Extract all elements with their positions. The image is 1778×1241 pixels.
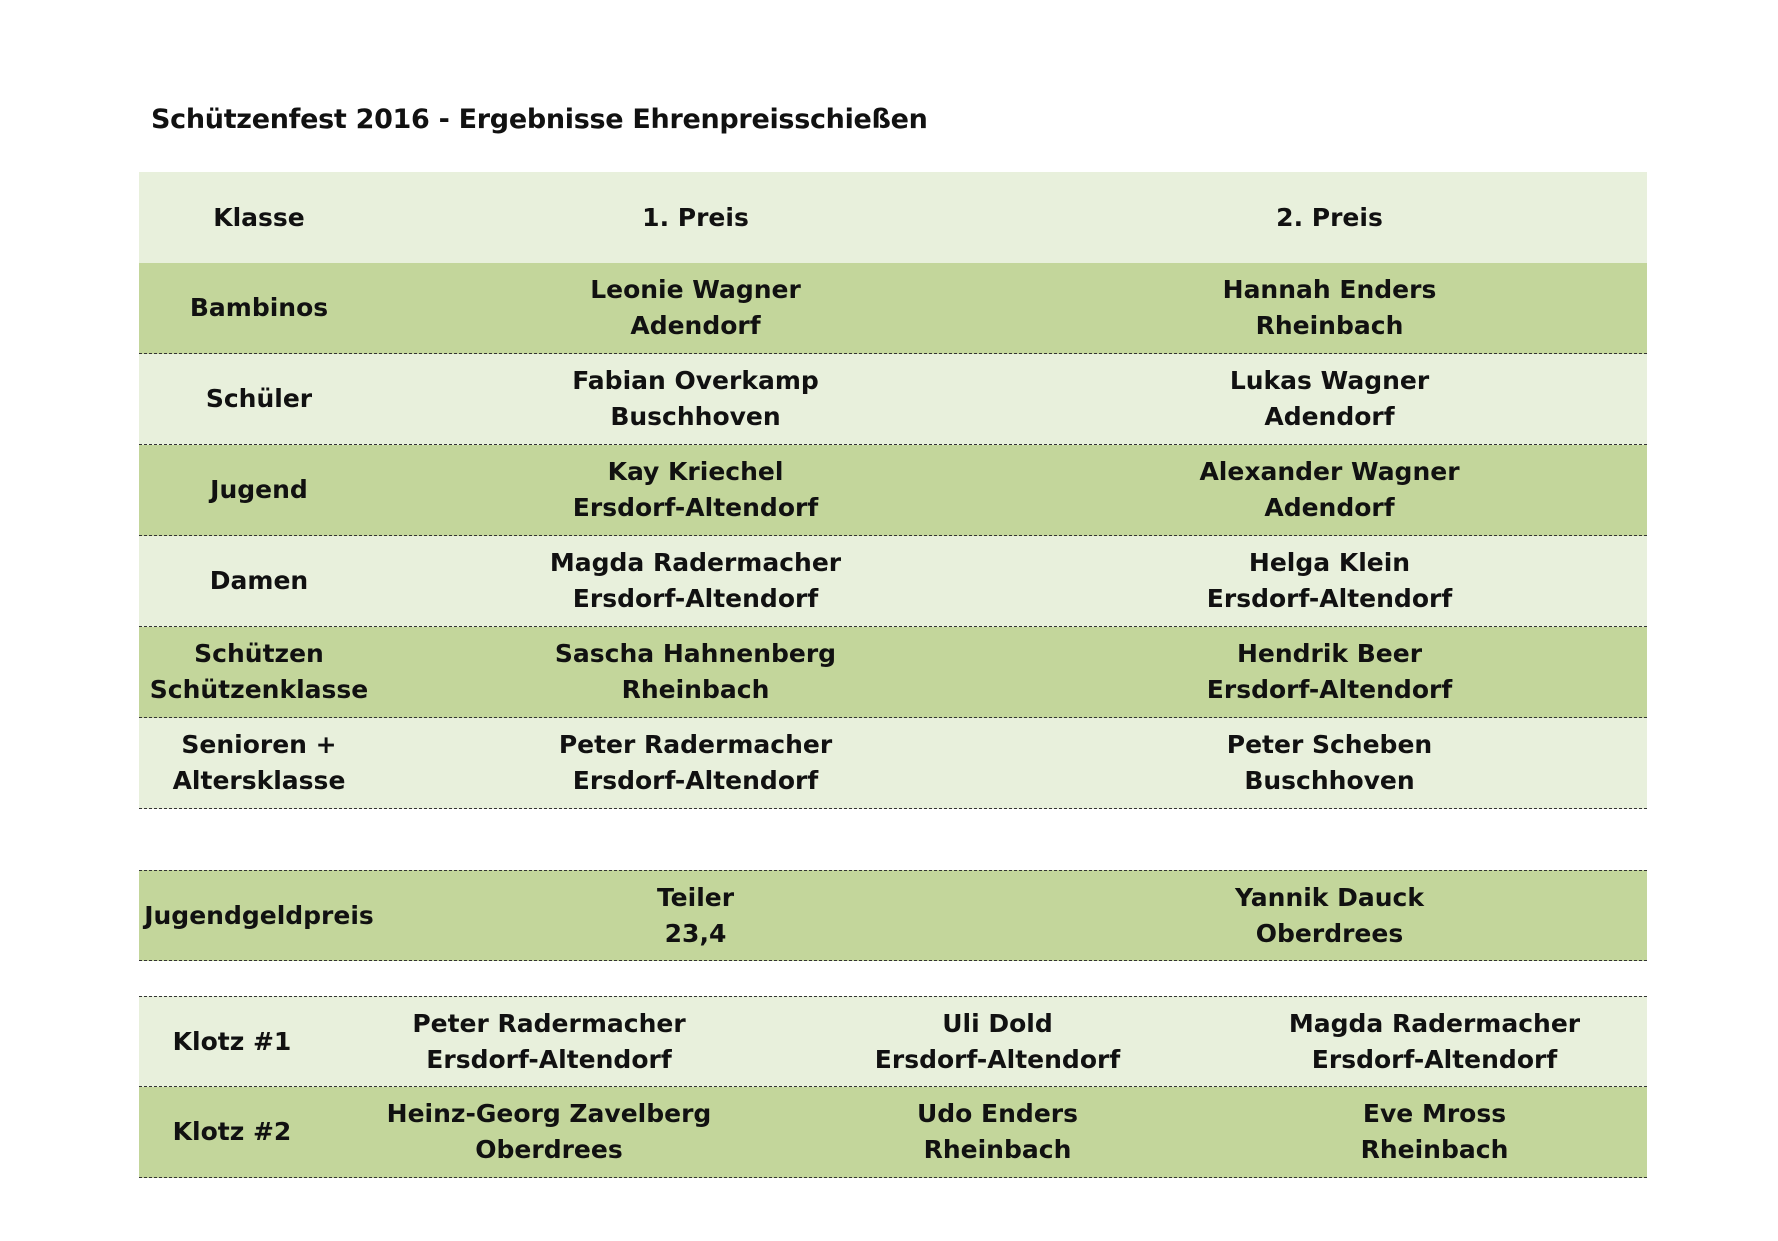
first-prize-cell: Fabian Overkamp Buschhoven (572, 366, 819, 431)
class-cell: Klotz #2 (172, 1117, 292, 1146)
second-prize-cell: Peter Scheben Buschhoven (1226, 730, 1433, 795)
table-row (139, 870, 1647, 961)
class-cell: Jugend (210, 475, 308, 504)
table-row (139, 354, 1647, 445)
place-cell: Peter Radermacher Ersdorf-Altendorf (412, 1008, 686, 1074)
winner-cell: Yannik Dauck Oberdrees (1234, 882, 1425, 948)
first-prize-cell: Peter Radermacher Ersdorf-Altendorf (558, 730, 833, 795)
class-cell: Klotz #1 (172, 1026, 292, 1056)
teiler-cell: Teiler 23,4 (656, 882, 735, 948)
place-cell: Heinz-Georg Zavelberg Oberdrees (386, 1099, 712, 1164)
table-row (139, 263, 1647, 354)
header-preis1: 1. Preis (642, 202, 749, 232)
second-prize-cell: Alexander Wagner Adendorf (1199, 457, 1460, 522)
first-prize-cell: Sascha Hahnenberg Rheinbach (554, 639, 837, 704)
results-table (139, 172, 1647, 809)
class-cell: Bambinos (189, 293, 329, 322)
table-row (139, 718, 1647, 809)
place-cell: Magda Radermacher Ersdorf-Altendorf (1288, 1008, 1581, 1074)
page-title: Schützenfest 2016 - Ergebnisse Ehrenpreisschießen (151, 104, 928, 135)
place-cell: Udo Enders Rheinbach (916, 1099, 1078, 1164)
class-cell: Senioren + Altersklasse (172, 730, 346, 795)
second-prize-cell: Lukas Wagner Adendorf (1229, 366, 1430, 431)
table-row (139, 996, 1647, 1087)
table-row (139, 536, 1647, 627)
first-prize-cell: Kay Kriechel Ersdorf-Altendorf (572, 457, 819, 522)
second-prize-cell: Helga Klein Ersdorf-Altendorf (1206, 548, 1453, 613)
second-prize-cell: Hannah Enders Rheinbach (1222, 275, 1437, 340)
class-cell: Damen (209, 566, 309, 595)
second-prize-cell: Hendrik Beer Ersdorf-Altendorf (1206, 639, 1453, 704)
first-prize-cell: Magda Radermacher Ersdorf-Altendorf (549, 548, 842, 613)
table-row (139, 627, 1647, 718)
table-header (139, 172, 1647, 263)
klotz-table (139, 996, 1647, 1178)
jugendgeld-table (139, 870, 1647, 961)
class-cell: Schüler (205, 384, 313, 413)
place-cell: Eve Mross Rheinbach (1360, 1099, 1509, 1164)
header-preis2: 2. Preis (1276, 202, 1383, 232)
class-cell: Schützen Schützenklasse (149, 639, 369, 704)
table-row (139, 445, 1647, 536)
header-klasse: Klasse (213, 202, 305, 232)
place-cell: Uli Dold Ersdorf-Altendorf (874, 1008, 1121, 1074)
class-cell: Jugendgeldpreis (144, 900, 374, 930)
table-row (139, 1087, 1647, 1178)
first-prize-cell: Leonie Wagner Adendorf (590, 275, 801, 340)
